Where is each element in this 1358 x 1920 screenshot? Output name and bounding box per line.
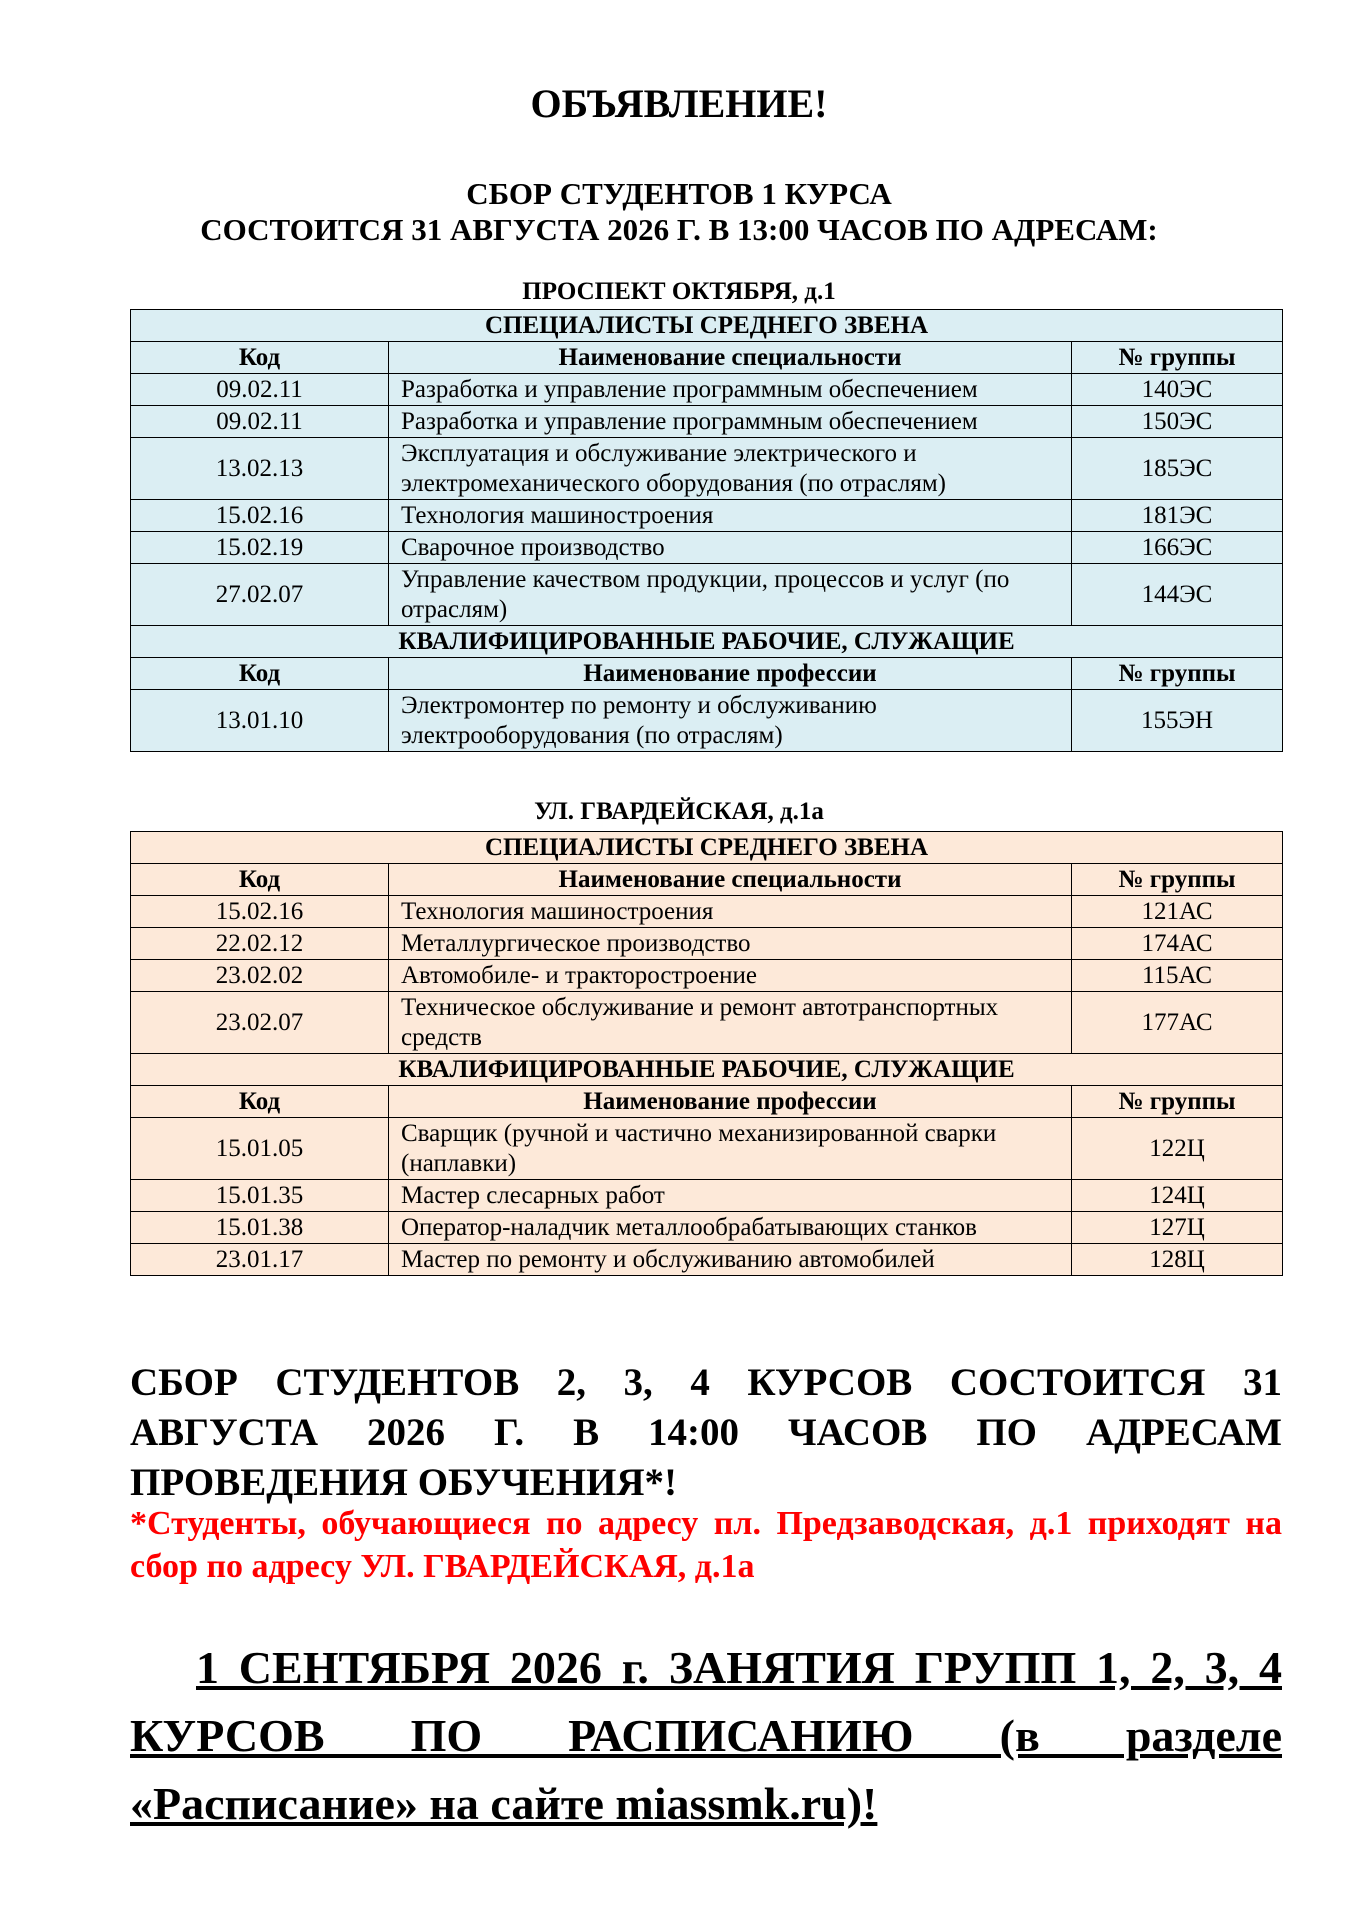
column-header-code: Код xyxy=(131,342,389,374)
table-row xyxy=(131,532,1283,564)
row-group: 127Ц xyxy=(1072,1212,1283,1244)
row-group: 177АС xyxy=(1072,992,1283,1054)
row-name: Управление качеством продукции, процессов и услуг (по отраслям) xyxy=(389,564,1072,626)
table-row xyxy=(131,500,1283,532)
row-group: 181ЭС xyxy=(1072,500,1283,532)
row-name: Технология машиностроения xyxy=(389,896,1072,928)
table-row xyxy=(131,1118,1283,1180)
row-name: Автомобиле- и тракторостроение xyxy=(389,960,1072,992)
table-row xyxy=(131,564,1283,626)
location-1-address: ПРОСПЕКТ ОКТЯБРЯ, д.1 xyxy=(522,278,836,305)
row-name: Сварочное производство xyxy=(389,532,1072,564)
row-group: 128Ц xyxy=(1072,1244,1283,1276)
row-name: Электромонтер по ремонту и обслуживанию электрооборудования (по отраслям) xyxy=(389,690,1072,752)
row-group: 166ЭС xyxy=(1072,532,1283,564)
row-code: 15.02.16 xyxy=(131,500,389,532)
section-title: КВАЛИФИЦИРОВАННЫЕ РАБОЧИЕ, СЛУЖАЩИЕ xyxy=(131,1054,1283,1086)
table-row xyxy=(131,1212,1283,1244)
row-code: 23.02.07 xyxy=(131,992,389,1054)
row-group: 185ЭС xyxy=(1072,438,1283,500)
column-header-group: № группы xyxy=(1072,864,1283,896)
footnote-predzavodskaya: *Студенты, обучающиеся по адресу пл. Предзаводская, д.1 приходят на сбор по адресу УЛ. ГВАРДЕЙСКАЯ, д.1а xyxy=(130,1505,1282,1585)
column-header-code: Код xyxy=(131,1086,389,1118)
table-row xyxy=(131,992,1283,1054)
table-row xyxy=(131,960,1283,992)
row-code: 27.02.07 xyxy=(131,564,389,626)
row-code: 23.01.17 xyxy=(131,1244,389,1276)
column-header-code: Код xyxy=(131,864,389,896)
table-row xyxy=(131,406,1283,438)
section-title: СПЕЦИАЛИСТЫ СРЕДНЕГО ЗВЕНА xyxy=(131,310,1283,342)
column-header-group: № группы xyxy=(1072,658,1283,690)
table-row xyxy=(131,374,1283,406)
column-header-name: Наименование специальности xyxy=(389,342,1072,374)
row-group: 174АС xyxy=(1072,928,1283,960)
row-code: 15.02.19 xyxy=(131,532,389,564)
section-title: КВАЛИФИЦИРОВАННЫЕ РАБОЧИЕ, СЛУЖАЩИЕ xyxy=(131,626,1283,658)
row-group: 121АС xyxy=(1072,896,1283,928)
table-row xyxy=(131,690,1283,752)
row-code: 15.01.05 xyxy=(131,1118,389,1180)
row-group: 155ЭН xyxy=(1072,690,1283,752)
row-group: 124Ц xyxy=(1072,1180,1283,1212)
location-2-table xyxy=(130,831,1283,1276)
location-2-address: УЛ. ГВАРДЕЙСКАЯ, д.1а xyxy=(534,798,824,825)
row-group: 122Ц xyxy=(1072,1118,1283,1180)
row-group: 150ЭС xyxy=(1072,406,1283,438)
location-1-table xyxy=(130,309,1283,752)
row-group: 140ЭС xyxy=(1072,374,1283,406)
row-code: 15.01.35 xyxy=(131,1180,389,1212)
announcement-title: ОБЪЯВЛЕНИЕ! xyxy=(530,81,828,126)
table-row xyxy=(131,438,1283,500)
row-group: 115АС xyxy=(1072,960,1283,992)
table-row xyxy=(131,1244,1283,1276)
row-name: Технология машиностроения xyxy=(389,500,1072,532)
row-name: Разработка и управление программным обеспечением xyxy=(389,374,1072,406)
table-row xyxy=(131,928,1283,960)
section-title: СПЕЦИАЛИСТЫ СРЕДНЕГО ЗВЕНА xyxy=(131,832,1283,864)
row-group: 144ЭС xyxy=(1072,564,1283,626)
intro-line-1: СБОР СТУДЕНТОВ 1 КУРСА xyxy=(466,176,892,211)
final-notice-september: 1 СЕНТЯБРЯ 2026 г. ЗАНЯТИЯ ГРУПП 1, 2, 3, 4 КУРСОВ ПО РАСПИСАНИЮ (в разделе «Расписание» на сайте miassmk.ru)! xyxy=(130,1642,1282,1829)
column-header-name: Наименование профессии xyxy=(389,1086,1072,1118)
row-name: Мастер по ремонту и обслуживанию автомобилей xyxy=(389,1244,1072,1276)
row-name: Мастер слесарных работ xyxy=(389,1180,1072,1212)
column-header-name: Наименование профессии xyxy=(389,658,1072,690)
intro-line-2: СОСТОИТСЯ 31 АВГУСТА 2026 Г. В 13:00 ЧАСОВ ПО АДРЕСАМ: xyxy=(200,212,1158,247)
row-code: 15.02.16 xyxy=(131,896,389,928)
row-code: 13.02.13 xyxy=(131,438,389,500)
table-row xyxy=(131,896,1283,928)
column-header-name: Наименование специальности xyxy=(389,864,1072,896)
row-code: 15.01.38 xyxy=(131,1212,389,1244)
row-name: Техническое обслуживание и ремонт автотранспортных средств xyxy=(389,992,1072,1054)
row-code: 09.02.11 xyxy=(131,374,389,406)
row-name: Сварщик (ручной и частично механизированной сварки (наплавки) xyxy=(389,1118,1072,1180)
row-code: 13.01.10 xyxy=(131,690,389,752)
row-code: 23.02.02 xyxy=(131,960,389,992)
row-code: 09.02.11 xyxy=(131,406,389,438)
column-header-code: Код xyxy=(131,658,389,690)
column-header-group: № группы xyxy=(1072,1086,1283,1118)
table-row xyxy=(131,1180,1283,1212)
column-header-group: № группы xyxy=(1072,342,1283,374)
row-name: Разработка и управление программным обеспечением xyxy=(389,406,1072,438)
row-name: Оператор-наладчик металлообрабатывающих станков xyxy=(389,1212,1072,1244)
row-name: Эксплуатация и обслуживание электрического и электромеханического оборудования (по отраслям) xyxy=(389,438,1072,500)
row-name: Металлургическое производство xyxy=(389,928,1072,960)
notice-courses-2-4: СБОР СТУДЕНТОВ 2, 3, 4 КУРСОВ СОСТОИТСЯ 31 АВГУСТА 2026 Г. В 14:00 ЧАСОВ ПО АДРЕСАМ ПРОВЕДЕНИЯ ОБУЧЕНИЯ*! xyxy=(130,1361,1282,1504)
row-code: 22.02.12 xyxy=(131,928,389,960)
